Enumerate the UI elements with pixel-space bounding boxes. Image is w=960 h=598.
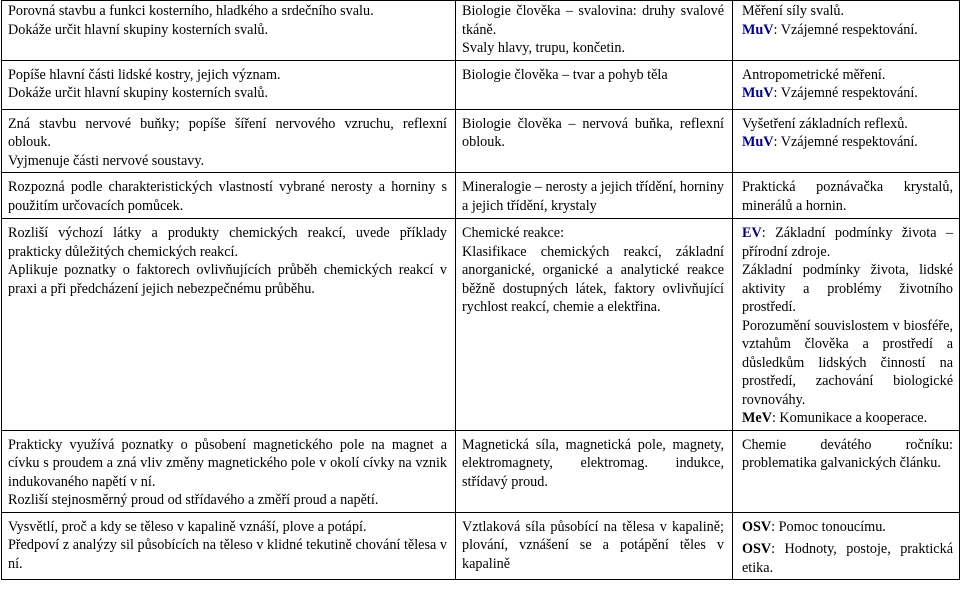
cross-topic-text: : Pomoc tonoucímu.	[771, 518, 886, 535]
topic-cell	[456, 1, 733, 61]
table-row	[2, 173, 960, 219]
activity-text: Praktická poznávačka krystalů, minerálů a hornin.	[742, 179, 953, 214]
activity-cell	[733, 109, 960, 173]
table-row	[2, 109, 960, 173]
topic-text: Magnetická síla, magnetická pole, magnety, elektromagnety, elektromag. indukce, střídavý proud.	[462, 436, 724, 490]
cross-topic-tag: OSV	[742, 541, 772, 557]
topic-text: Klasifikace chemických reakcí, základní anorganické, organické a analytické reakce běžně dostupných látek, faktory ovlivňující rychlost reakcí, chemie a elektřina.	[462, 243, 724, 315]
outcome-text: Vysvětlí, proč a kdy se těleso v kapalině vznáší, plove a potápí.	[8, 518, 367, 535]
cross-topic-tag: MeV	[742, 410, 772, 426]
outcome-text: Dokáže určit hlavní skupiny kosterních svalů.	[8, 21, 269, 38]
topic-cell	[456, 219, 733, 431]
table-row	[2, 512, 960, 580]
cross-topic-text: : Komunikace a kooperace.	[771, 410, 928, 426]
topic-text: Mineralogie – nerosty a jejich třídění, horniny a jejich třídění, krystaly	[462, 179, 725, 214]
topic-cell	[456, 430, 733, 512]
outcome-cell	[2, 219, 456, 431]
cross-topic-text: : Hodnoty, postoje, praktická etika.	[742, 541, 953, 576]
table-row	[2, 430, 960, 512]
cross-topic-note	[742, 133, 953, 152]
outcome-text: Popíše hlavní části lidské kostry, jejich význam.	[8, 66, 281, 83]
outcome-cell	[2, 430, 456, 512]
outcome-text: Předpoví z analýzy sil působících na těleso v klidné tekutině chování tělesa v ní.	[8, 537, 447, 572]
table-row	[2, 60, 960, 109]
activity-cell	[733, 1, 960, 61]
cross-topic-tag: MuV	[742, 134, 774, 150]
activity-cell	[733, 60, 960, 109]
topic-cell	[456, 60, 733, 109]
activity-text: Chemie devátého ročníku: problematika galvanických článku.	[742, 436, 953, 471]
outcome-cell	[2, 109, 456, 173]
topic-text: Svaly hlavy, trupu, končetin.	[462, 40, 625, 56]
outcome-text: Aplikuje poznatky o faktorech ovlivňujících průběh chemických reakcí v praxi a při předcházení jejich nebezpečnému průběhu.	[8, 262, 447, 297]
cross-topic-note	[742, 409, 953, 428]
activity-cell	[733, 173, 960, 219]
cross-topic-tag: OSV	[742, 518, 772, 535]
activity-cell	[733, 512, 960, 580]
cross-topic-text: : Vzájemné respektování.	[773, 85, 918, 101]
outcome-cell	[2, 60, 456, 109]
activity-text: Vyšetření základních reflexů.	[742, 115, 908, 132]
topic-text: Biologie člověka – tvar a pohyb těla	[462, 66, 668, 83]
outcome-text: Dokáže určit hlavní skupiny kosterních svalů.	[8, 85, 269, 101]
activity-cell	[733, 219, 960, 431]
cross-topic-tag: MuV	[742, 21, 774, 38]
topic-text: Biologie člověka – svalovina: druhy svalové tkáně.	[462, 3, 724, 38]
cross-topic-text: : Vzájemné respektování.	[773, 21, 918, 38]
table-row	[2, 1, 960, 61]
outcome-cell	[2, 173, 456, 219]
topic-cell	[456, 173, 733, 219]
cross-topic-tag: MuV	[742, 85, 774, 101]
cross-topic-text: : Základní podmínky života – přírodní zdroje.	[742, 225, 953, 260]
cross-topic-note	[742, 518, 953, 537]
outcome-text: Porovná stavbu a funkci kosterního, hladkého a srdečního svalu.	[8, 3, 374, 19]
outcome-text: Rozliší výchozí látky a produkty chemických reakcí, uvede příklady prakticky důležitých chemických reakcí.	[8, 225, 447, 260]
table-row	[2, 219, 960, 431]
activity-cell	[733, 430, 960, 512]
topic-cell	[456, 512, 733, 580]
topic-text: Biologie člověka – nervová buňka, reflexní oblouk.	[462, 115, 724, 150]
activity-text: Porozumění souvislostem v biosféře, vztahům člověka a prostředí a důsledkům lidských činností na prostředí, zachování biologické rovnováhy.	[742, 317, 953, 408]
activity-text: Základní podmínky života, lidské aktivity a problémy životního prostředí.	[742, 262, 953, 315]
topic-text: Chemické reakce:	[462, 225, 565, 241]
outcome-text: Rozliší stejnosměrný proud od střídavého a změří proud a napětí.	[8, 492, 379, 508]
outcome-cell	[2, 1, 456, 61]
cross-topic-text: : Vzájemné respektování.	[773, 134, 918, 150]
cross-topic-note	[742, 224, 953, 261]
outcome-text: Zná stavbu nervové buňky; popíše šíření nervového vzruchu, reflexní oblouk.	[8, 115, 447, 150]
topic-text: Vztlaková síla působící na tělesa v kapalině; plování, vznášení se a potápění těles v kapalině	[462, 518, 724, 572]
topic-cell	[456, 109, 733, 173]
curriculum-table	[1, 0, 960, 580]
outcome-text: Vyjmenuje části nervové soustavy.	[8, 152, 205, 169]
cross-topic-note	[742, 84, 953, 103]
outcome-text: Prakticky využívá poznatky o působení magnetického pole na magnet a cívku s proudem a zná vliv změny magnetického pole v okolí cívky na vznik indukovaného napětí v ní.	[8, 436, 447, 490]
cross-topic-tag: EV	[742, 225, 762, 241]
outcome-text: Rozpozná podle charakteristických vlastností vybrané nerosty a horniny s použitím určovacích pomůcek.	[8, 179, 447, 214]
activity-text: Antropometrické měření.	[742, 66, 886, 83]
activity-text: Měření síly svalů.	[742, 3, 845, 19]
outcome-cell	[2, 512, 456, 580]
cross-topic-note	[742, 540, 953, 577]
cross-topic-note	[742, 21, 953, 40]
